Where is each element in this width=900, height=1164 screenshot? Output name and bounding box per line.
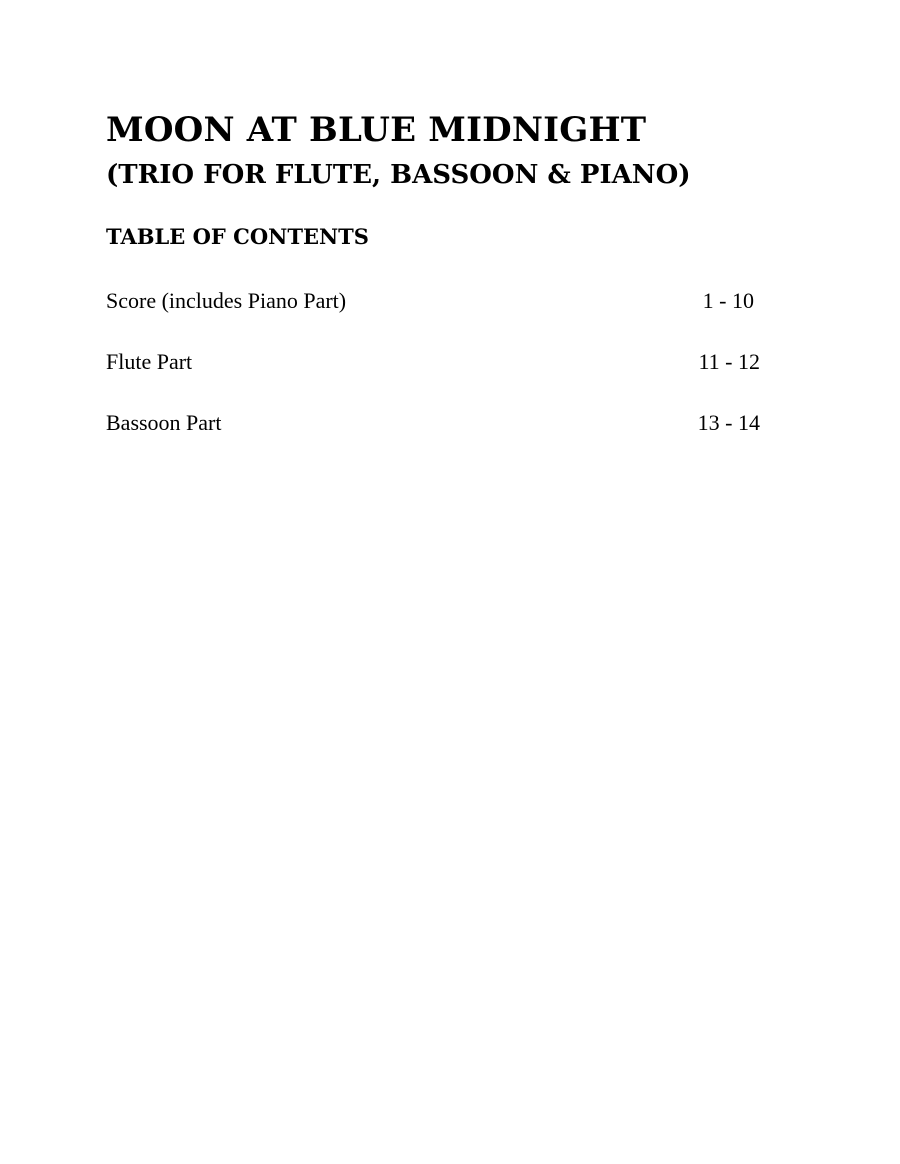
page-title: MOON AT BLUE MIDNIGHT xyxy=(106,110,647,150)
page-subtitle: (TRIO FOR FLUTE, BASSOON & PIANO) xyxy=(106,160,691,190)
toc-entry-pages: 13 - 14 xyxy=(697,410,760,435)
toc-entry-flute-part xyxy=(106,347,766,377)
toc-entry-score xyxy=(106,286,766,316)
toc-entry-pages: 11 - 12 xyxy=(698,349,760,374)
toc-entry-bassoon-part xyxy=(106,408,766,438)
toc-entry-label: Score (includes Piano Part) xyxy=(106,288,347,313)
toc-entry-pages: 1 - 10 xyxy=(702,288,754,313)
toc-entry-label: Flute Part xyxy=(106,349,193,374)
toc-heading: TABLE OF CONTENTS xyxy=(106,224,369,249)
toc-entry-label: Bassoon Part xyxy=(106,410,222,435)
